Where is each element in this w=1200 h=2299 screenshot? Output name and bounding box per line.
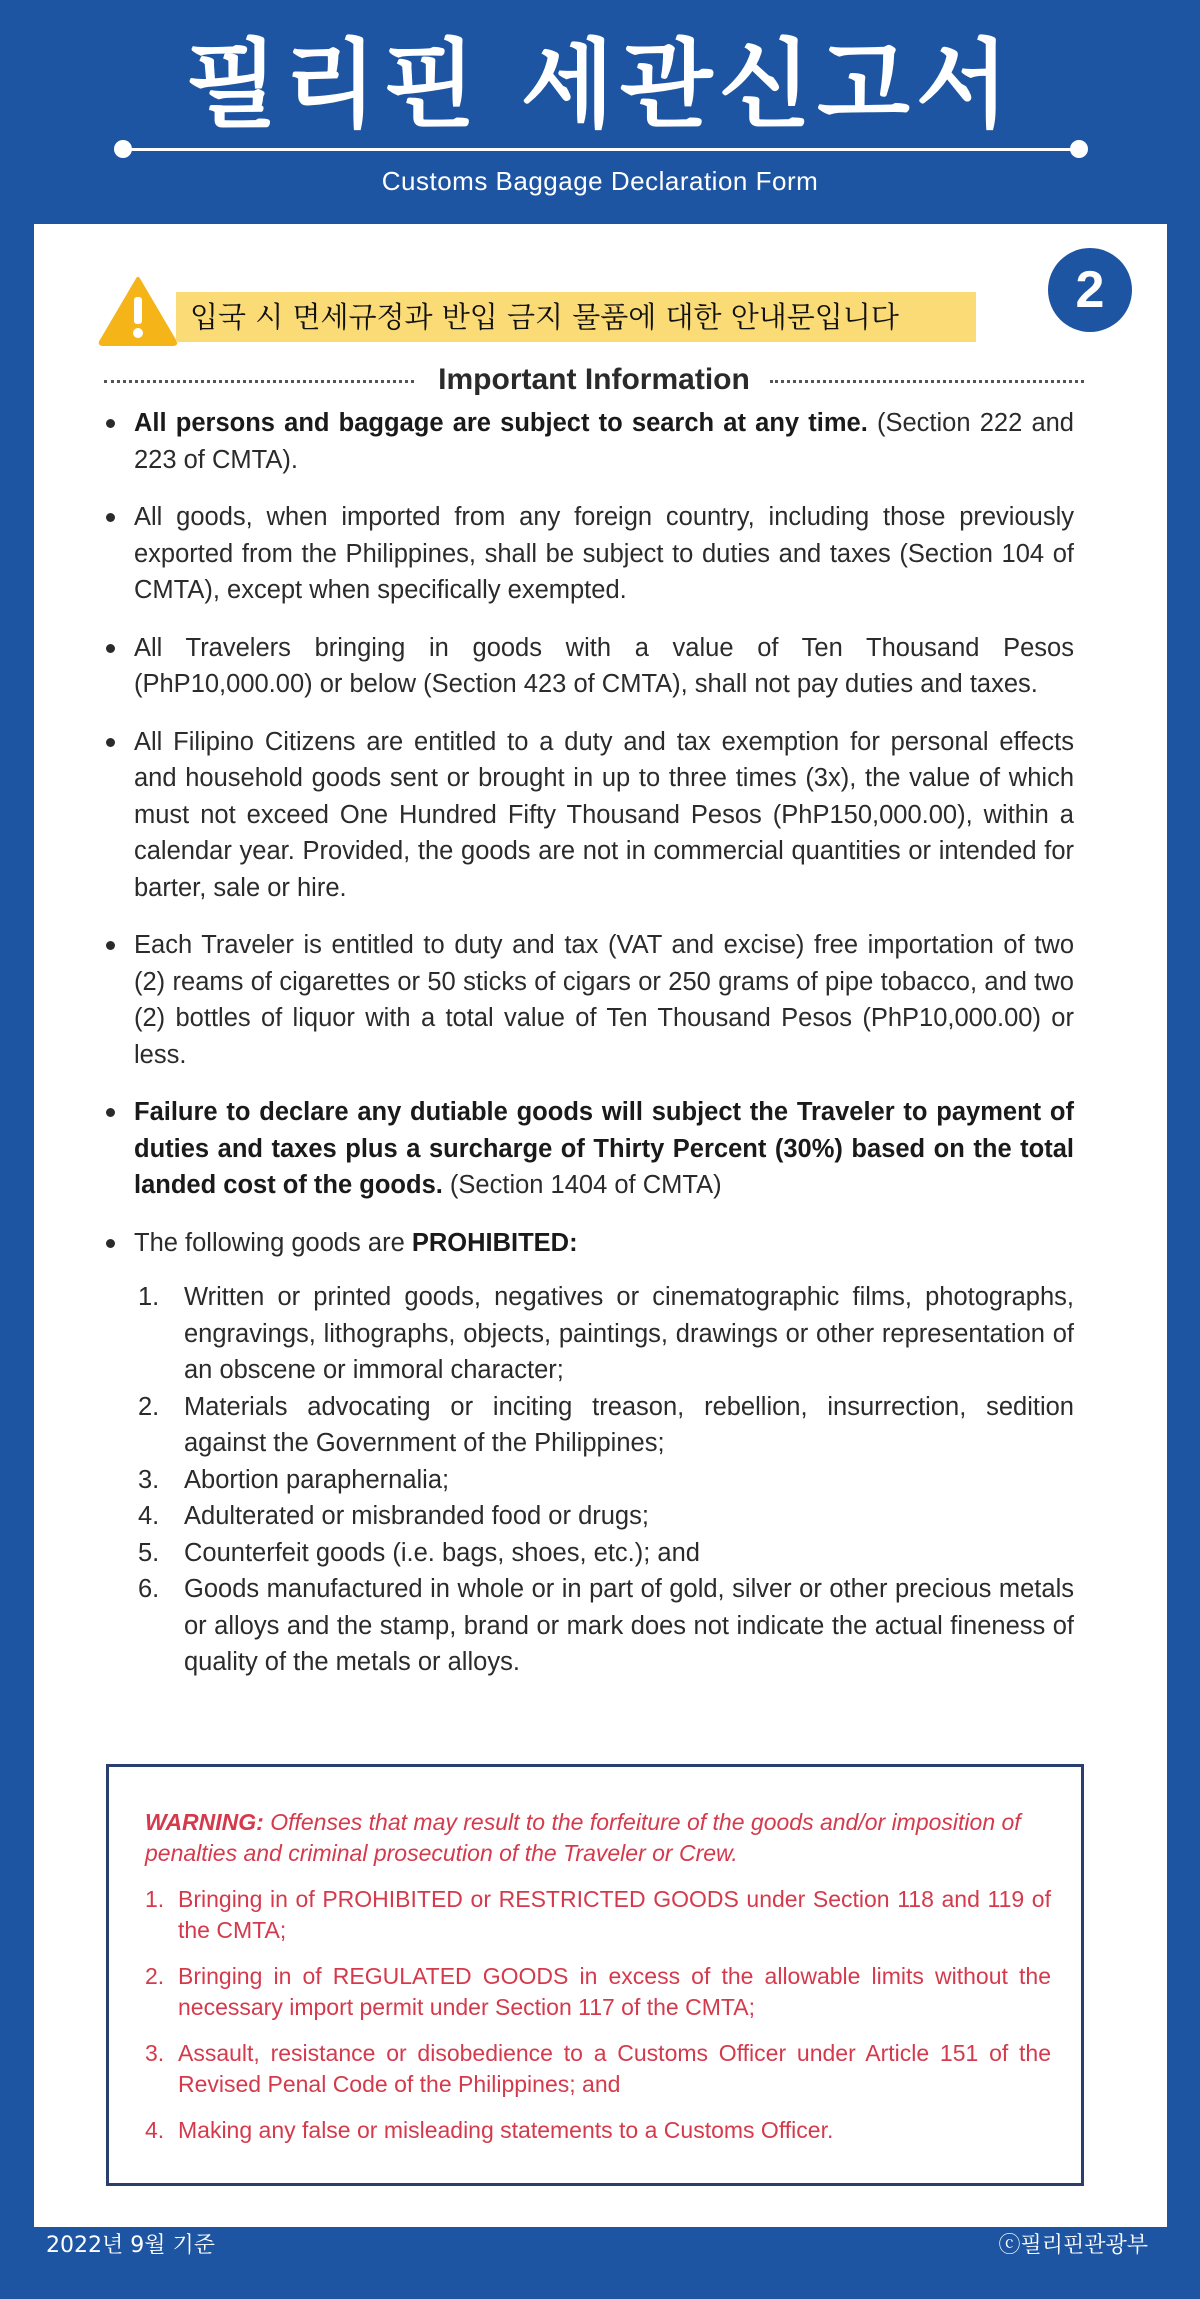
item-number: 5. xyxy=(138,1538,160,1567)
item-number: 1. xyxy=(145,1886,165,1912)
item-number: 6. xyxy=(138,1575,160,1603)
page-number-badge: 2 xyxy=(1048,248,1132,332)
important-info-label: Important Information xyxy=(428,363,760,396)
rule-right-dot xyxy=(1070,140,1088,158)
list-item xyxy=(104,1225,1074,1262)
list-item xyxy=(104,927,1074,1073)
item-text: Bringing in of PROHIBITED or RESTRICTED GOODS under Section 118 and 119 of the CMTA; xyxy=(178,1886,1051,1943)
item-number: 2. xyxy=(138,1392,160,1421)
list-item xyxy=(104,630,1074,703)
notice-banner: 입국 시 면세규정과 반입 금지 물품에 대한 안내문입니다 xyxy=(176,292,976,342)
bullet-text: (Section 1404 of CMTA) xyxy=(442,1171,722,1199)
item-text: Abortion paraphernalia; xyxy=(184,1465,450,1494)
prohibited-goods-list xyxy=(104,1279,1074,1681)
item-number: 2. xyxy=(145,1963,165,1989)
list-item xyxy=(104,724,1074,907)
warning-label: WARNING: xyxy=(145,1809,264,1835)
warning-box xyxy=(106,1764,1084,2186)
item-text: Assault, resistance or disobedience to a Customs Officer under Article 151 of the Revised Penal Code of the Philippines; and xyxy=(178,2040,1051,2097)
item-text: Counterfeit goods (i.e. bags, shoes, etc.); and xyxy=(184,1538,700,1567)
warning-icon xyxy=(98,276,178,346)
item-number: 4. xyxy=(138,1502,160,1530)
item-number: 3. xyxy=(145,2040,165,2066)
list-item xyxy=(104,405,1074,478)
prohibited-item xyxy=(138,1535,1074,1572)
bullet-text: The following goods are xyxy=(134,1228,412,1257)
prohibited-item xyxy=(138,1571,1074,1681)
bullet-text: All Travelers bringing in goods with a value of Ten Thousand Pesos (PhP10,000.00) or below (Section 423 of CMTA), shall not pay duties and taxes. xyxy=(134,633,1074,698)
item-number: 4. xyxy=(145,2117,165,2143)
prohibited-item xyxy=(138,1498,1074,1535)
warning-intro-text: Offenses that may result to the forfeiture of the goods and/or imposition of penalties and criminal prosecution of the Traveler or Crew. xyxy=(145,1809,1021,1866)
warning-item xyxy=(145,1884,1051,1946)
item-number: 3. xyxy=(138,1465,160,1494)
bullet-text: All goods, when imported from any foreign country, including those previously exported from the Philippines, shall be subject to duties and taxes (Section 104 of CMTA), except when specifically exempted. xyxy=(134,503,1074,604)
bullet-bold-text: Failure to declare any dutiable goods will subject the Traveler to payment of duties and taxes plus a surcharge of Thirty Percent (30%) based on the total landed cost of the goods. xyxy=(134,1098,1074,1199)
bullet-bold-text: PROHIBITED: xyxy=(411,1228,578,1257)
prohibited-item xyxy=(138,1462,1074,1499)
item-text: Bringing in of REGULATED GOODS in excess of the allowable limits without the necessary import permit under Section 117 of the CMTA; xyxy=(178,1963,1051,2020)
bullet-text: All Filipino Citizens are entitled to a duty and tax exemption for personal effects and household goods sent or brought in up to three times (3x), the value of which must not exceed One Hundred Fifty Thousand Pesos (PhP150,000.00), within a calendar year. Provided, the goods are not in commercial quantities or intended for barter, sale or hire. xyxy=(134,727,1074,902)
list-item xyxy=(104,499,1074,609)
footer-date: 2022년 9월 기준 xyxy=(46,2233,215,2258)
warning-item xyxy=(145,2115,1051,2146)
item-text: Adulterated or misbranded food or drugs; xyxy=(184,1502,649,1530)
title-divider xyxy=(123,148,1078,151)
item-text: Written or printed goods, negatives or cinematographic films, photographs, engravings, lithographs, objects, paintings, drawings or other representation of an obscene or immoral character; xyxy=(184,1283,1074,1384)
list-item xyxy=(104,1094,1074,1204)
warning-item xyxy=(145,1961,1051,2023)
prohibited-item xyxy=(138,1389,1074,1462)
warning-item xyxy=(145,2038,1051,2100)
item-text: Materials advocating or inciting treason, rebellion, insurrection, sedition against the Government of the Philippines; xyxy=(184,1392,1074,1457)
item-text: Making any false or misleading statements to a Customs Officer. xyxy=(178,2117,834,2143)
page-subtitle: Customs Baggage Declaration Form xyxy=(381,166,819,196)
important-info-heading xyxy=(104,360,1084,400)
page-title: 필리핀 세관신고서 xyxy=(185,29,1015,141)
footer-credit: ⓒ필리핀관광부 xyxy=(998,2233,1148,2258)
bullet-text: (Section 222 and 223 of CMTA). xyxy=(134,409,1074,474)
prohibited-item xyxy=(138,1279,1074,1389)
bullet-bold-text: All persons and baggage are subject to search at any time. xyxy=(134,409,868,437)
item-number: 1. xyxy=(138,1283,160,1311)
bullet-text: Each Traveler is entitled to duty and tax (VAT and excise) free importation of two (2) reams of cigarettes or 50 sticks of cigars or 250 grams of pipe tobacco, and two (2) bottles of liquor with a total value of Ten Thousand Pesos (PhP10,000.00) or less. xyxy=(134,931,1074,1069)
item-text: Goods manufactured in whole or in part of gold, silver or other precious metals or alloys and the stamp, brand or mark does not indicate the actual fineness of quality of the metals or alloys. xyxy=(184,1575,1074,1676)
important-info-list xyxy=(104,405,1074,1681)
warning-intro xyxy=(145,1807,1051,1869)
